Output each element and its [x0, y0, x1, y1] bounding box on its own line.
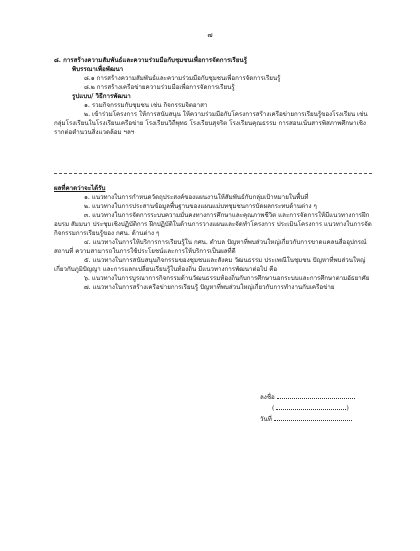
- sign-label: ลงชื่อ: [260, 394, 275, 401]
- section-divider: [54, 173, 372, 174]
- outcome-item: ๔. แนวทางในการให้บริการการเรียนรู้ใน กศน. ตำบล ปัญหาที่พบส่วนใหญ่เกี่ยวกับการขาดแคลนสื่ออุปกรณ์ สถานที่ ความสามารถในการใช้ประโยชน์และการให้บริการเป็นผลที่ดี: [54, 239, 367, 255]
- page-number: ๗: [207, 31, 213, 39]
- section-title-block: [54, 56, 372, 137]
- outcome-item: ๑. แนวทางในการกำหนดวัตถุประสงค์ของแผนงานให้สัมพันธ์กับกลุ่มเป้าหมายในพื้นที่: [84, 194, 309, 201]
- outcome-item: ๕. แนวทางในการสนับสนุนกิจกรรมของชุมชนและสังคม วัฒนธรรม ประเพณีในชุมชน ปัญหาที่พบส่วนใหญ่เกี่ยวกับภูมิปัญญา และการแลกเปลี่ยนเรียนรู้ในท้องถิ่น มีแนวทางการพัฒนาต่อไป คือ: [54, 257, 366, 273]
- outcome-item: ๓. แนวทางในการจัดการระบบความมั่นคงทางการศึกษาและคุณภาพชีวิต และการจัดการให้มีแนวทางการฝึกอบรม สัมมนา ประชุมเชิงปฏิบัติการ ฝึกปฏิบัติในด้านการวางแผนและจัดทำโครงการ ประเมินโครงการ แนวทางในการจัดกิจกรรมการเรียนรู้ของ กศน. ด้านต่าง ๆ: [54, 212, 372, 237]
- outcome-item: ๖. แนวทางในการบูรณาการกิจกรรมด้านวัฒนธรรมท้องถิ่นกับการศึกษานอกระบบและการศึกษาตามอัธยาศัย: [84, 275, 370, 282]
- method-item: ๑. รวมกิจกรรมกับชุมชน เช่น กิจกรรมจิตอาสา: [84, 102, 208, 109]
- outcomes-block: [54, 184, 372, 292]
- sign-dots: [277, 392, 355, 399]
- section-title: ๘. การสร้างความสัมพันธ์และความร่วมมือกับชุมชนเพื่อการจัดการเรียนรู้: [54, 57, 247, 64]
- method-heading: รูปแบบ/ วิธีการพัฒนา: [72, 93, 131, 100]
- desc-heading: พิบรรณาเพื่อพัฒนา: [72, 66, 124, 73]
- paren-close: ): [346, 405, 349, 412]
- date-line: [260, 414, 352, 424]
- name-line: [272, 403, 349, 412]
- desc-item: ๘.๑ การสร้างความสัมพันธ์และความร่วมมือกับชุมชนเพื่อการจัดการเรียนรู้: [84, 75, 281, 82]
- paren-open: (: [272, 405, 275, 412]
- desc-item: ๘.๒ การสร้างเครือข่ายความร่วมมือเพื่อการจัดการเรียนรู้: [84, 84, 235, 91]
- method-item: ๒. เข้าร่วมโครงการ ให้การสนับสนุน ให้ความร่วมมือกับโครงการสร้างเครือข่ายการเรียนรู้ของโรงเรียน เช่น กลุ่มโรงเรียนในโรงเรียนเครือข่าย โรงเรียนวิถีพุทธ โรงเรียนสุจริต โรงเรียนคุณธรรม การสอนเน้นสารพิสภาพศึกษาเชิงรากต่อตำนวนสิ่งแวดล้อม ฯลฯ: [54, 111, 368, 136]
- date-dots: [274, 414, 352, 421]
- signature-line: [260, 392, 355, 402]
- name-dots: [276, 403, 349, 412]
- outcome-item: ๒. แนวทางในการประสานข้อมูลพื้นฐานของแผนแม่บทชุมชนการบัดผลกระทบด้านต่าง ๆ: [84, 203, 317, 210]
- date-label: วันที่: [260, 416, 272, 423]
- outcomes-heading: ผลที่คาดว่าจะได้รับ: [54, 185, 106, 192]
- outcome-item: ๗. แนวทางในการสร้างเครือข่ายการเรียนรู้ ปัญหาที่พบส่วนใหญ่เกี่ยวกับการทำงานกับเครือข่าย: [84, 284, 335, 291]
